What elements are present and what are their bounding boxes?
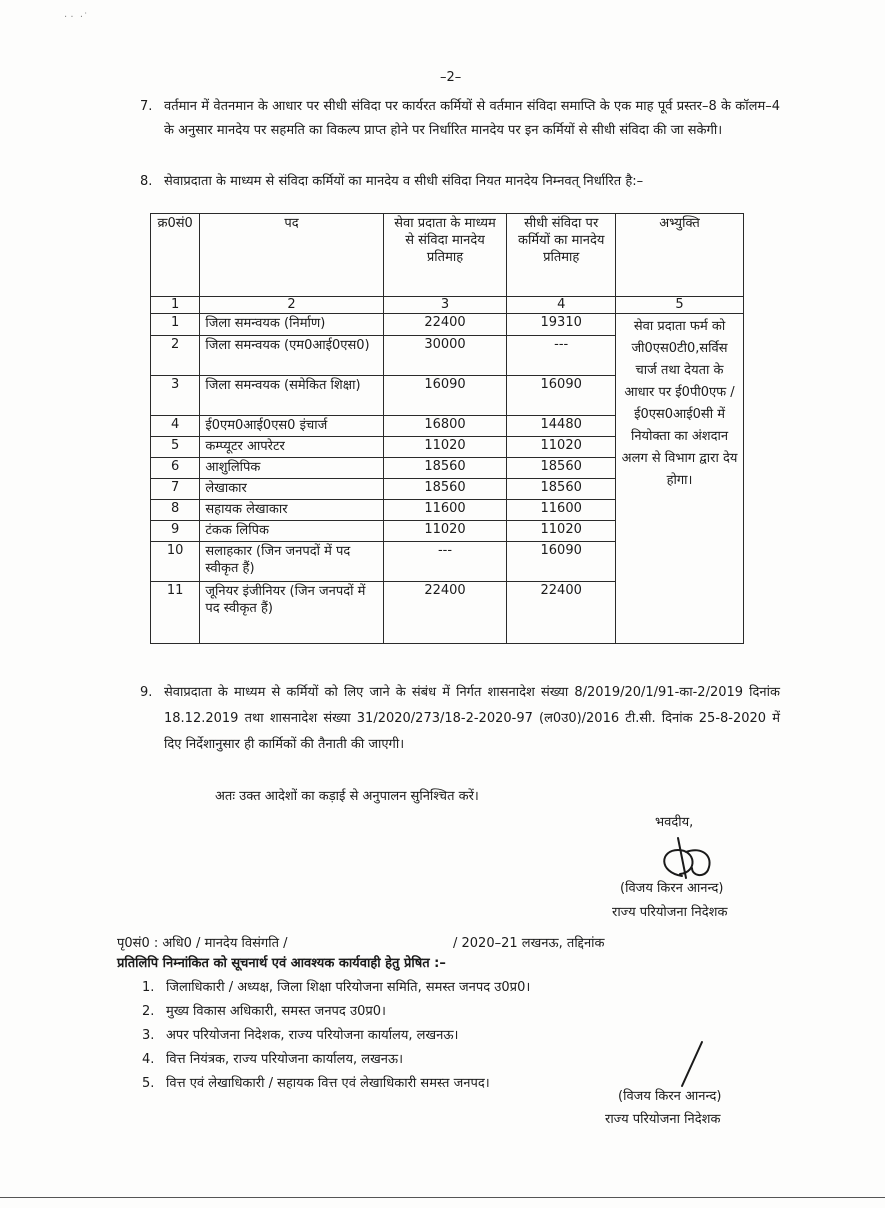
serial-cell: 1 (151, 314, 200, 336)
paragraph-8 (140, 170, 780, 194)
direct-cell: 16090 (507, 376, 616, 416)
paragraph-number: 8. (140, 174, 153, 189)
column-number: 3 (383, 297, 507, 314)
provider-cell: 18560 (383, 458, 507, 479)
list-item: 2. मुख्य विकास अधिकारी, समस्त जनपद उ0प्र0। (142, 1004, 386, 1019)
serial-cell: 2 (151, 336, 200, 376)
direct-cell: 11020 (507, 437, 616, 458)
signatory-title: राज्य परियोजना निदेशक (605, 1112, 721, 1127)
paragraph-text: सेवाप्रदाता के माध्यम से संविदा कर्मियों का मानदेय व सीधी संविदा नियत मानदेय निम्नवत् निर्धारित है:– (164, 174, 644, 189)
copy-to-list (142, 976, 530, 1096)
direct-cell: 18560 (507, 458, 616, 479)
post-cell: जिला समन्वयक (समेकित शिक्षा) (200, 376, 383, 416)
post-cell: कम्प्यूटर आपरेटर (200, 437, 383, 458)
direct-cell: 22400 (507, 582, 616, 644)
post-cell: जिला समन्वयक (निर्माण) (200, 314, 383, 336)
paragraph-text: वर्तमान में वेतनमान के आधार पर सीधी संविदा पर कार्यरत कर्मियों से वर्तमान संविदा समाप्ति के एक माह पूर्व प्रस्तर–8 के कॉलम–4 के अनुसार मानदेय पर सहमति का विकल्प प्राप्त होने पर निर्धारित मानदेय पर इन कर्मियों से सीधी संविदा की जा सकेगी। (164, 99, 780, 138)
column-number: 1 (151, 297, 200, 314)
signature-image (652, 832, 722, 882)
serial-cell: 9 (151, 521, 200, 542)
scan-speck: · · ·˙ (64, 12, 89, 23)
column-number: 5 (616, 297, 744, 314)
direct-cell: 14480 (507, 416, 616, 437)
serial-cell: 6 (151, 458, 200, 479)
header-serial: क्र0सं0 (151, 214, 200, 297)
list-item: 3. अपर परियोजना निदेशक, राज्य परियोजना कार्यालय, लखनऊ। (142, 1028, 459, 1043)
compliance-instruction: अतः उक्त आदेशों का कड़ाई से अनुपालन सुनिश्चित करें। (215, 789, 479, 804)
column-number: 2 (200, 297, 383, 314)
serial-cell: 5 (151, 437, 200, 458)
provider-cell: 30000 (383, 336, 507, 376)
paragraph-9 (140, 680, 780, 758)
honorarium-table (150, 213, 744, 644)
post-cell: लेखाकार (200, 479, 383, 500)
signatory-name: (विजय किरन आनन्द) (620, 881, 724, 896)
post-cell: ई0एम0आई0एस0 इंचार्ज (200, 416, 383, 437)
list-item: 1. जिलाधिकारी / अध्यक्ष, जिला शिक्षा परियोजना समिति, समस्त जनपद उ0प्र0। (142, 980, 531, 995)
signatory-name: (विजय किरन आनन्द) (618, 1089, 722, 1104)
page-number: –2– (440, 70, 462, 85)
post-cell: जूनियर इंजीनियर (जिन जनपदों में पद स्वीकृत हैं) (200, 582, 383, 644)
serial-cell: 10 (151, 542, 200, 582)
provider-cell: 18560 (383, 479, 507, 500)
direct-cell: 16090 (507, 542, 616, 582)
serial-cell: 4 (151, 416, 200, 437)
provider-cell: --- (383, 542, 507, 582)
serial-cell: 7 (151, 479, 200, 500)
signature-stroke-image (676, 1040, 706, 1090)
paragraph-7 (140, 95, 780, 143)
signatory-title: राज्य परियोजना निदेशक (612, 905, 728, 920)
column-number: 4 (507, 297, 616, 314)
direct-cell: 19310 (507, 314, 616, 336)
provider-cell: 16800 (383, 416, 507, 437)
header-remark: अभ्युक्ति (616, 214, 744, 297)
paragraph-number: 9. (140, 685, 153, 700)
direct-cell: --- (507, 336, 616, 376)
serial-cell: 11 (151, 582, 200, 644)
header-post: पद (200, 214, 383, 297)
provider-cell: 22400 (383, 314, 507, 336)
paragraph-text: सेवाप्रदाता के माध्यम से कर्मियों को लिए जाने के संबंध में निर्गत शासनादेश संख्या 8/2019/20/1/91-का-2/2019 दिनांक 18.12.2019 तथा शासनादेश संख्या 31/2020/273/18-2-2020-97 (ल0उ0)/2016 टी.सी. दिनांक 25-8-2020 में दिए निर्देशानुसार ही कार्मिकों की तैनाती की जाएगी। (164, 685, 780, 752)
post-cell: आशुलिपिक (200, 458, 383, 479)
post-cell: टंकक लिपिक (200, 521, 383, 542)
direct-cell: 11020 (507, 521, 616, 542)
reference-line (117, 933, 605, 951)
provider-cell: 11600 (383, 500, 507, 521)
column-number-row (151, 297, 744, 314)
provider-cell: 16090 (383, 376, 507, 416)
header-direct-honorarium: सीधी संविदा पर कर्मियों का मानदेय प्रतिमाह (507, 214, 616, 297)
closing-salutation: भवदीय, (655, 815, 694, 830)
list-item: 4. वित्त नियंत्रक, राज्य परियोजना कार्यालय, लखनऊ। (142, 1052, 404, 1067)
post-cell: जिला समन्वयक (एम0आई0एस0) (200, 336, 383, 376)
direct-cell: 18560 (507, 479, 616, 500)
reference-date-place: / 2020–21 लखनऊ, तद्दिनांक (453, 936, 605, 951)
remark-cell: सेवा प्रदाता फर्म को जी0एस0टी0,सर्विस चार्ज तथा देयता के आधार पर ई0पी0एफ /ई0एस0आई0सी में नियोक्ता का अंशदान अलग से विभाग द्वारा देय होगा। (616, 314, 744, 644)
direct-cell: 11600 (507, 500, 616, 521)
provider-cell: 11020 (383, 521, 507, 542)
table-header-row (151, 214, 744, 297)
post-cell: सलाहकार (जिन जनपदों में पद स्वीकृत हैं) (200, 542, 383, 582)
table-row (151, 314, 744, 336)
provider-cell: 11020 (383, 437, 507, 458)
bottom-rule (0, 1197, 885, 1198)
copy-to-heading: प्रतिलिपि निम्नांकित को सूचनार्थ एवं आवश्यक कार्यवाही हेतु प्रेषित :– (117, 956, 446, 971)
reference-number: पृ0सं0 : अधि0 / मानदेय विसंगति / (117, 936, 288, 951)
serial-cell: 3 (151, 376, 200, 416)
list-item: 5. वित्त एवं लेखाधिकारी / सहायक वित्त एवं लेखाधिकारी समस्त जनपद। (142, 1076, 490, 1091)
serial-cell: 8 (151, 500, 200, 521)
header-provider-honorarium: सेवा प्रदाता के माध्यम से संविदा मानदेय प्रतिमाह (383, 214, 507, 297)
post-cell: सहायक लेखाकार (200, 500, 383, 521)
paragraph-number: 7. (140, 99, 153, 114)
provider-cell: 22400 (383, 582, 507, 644)
